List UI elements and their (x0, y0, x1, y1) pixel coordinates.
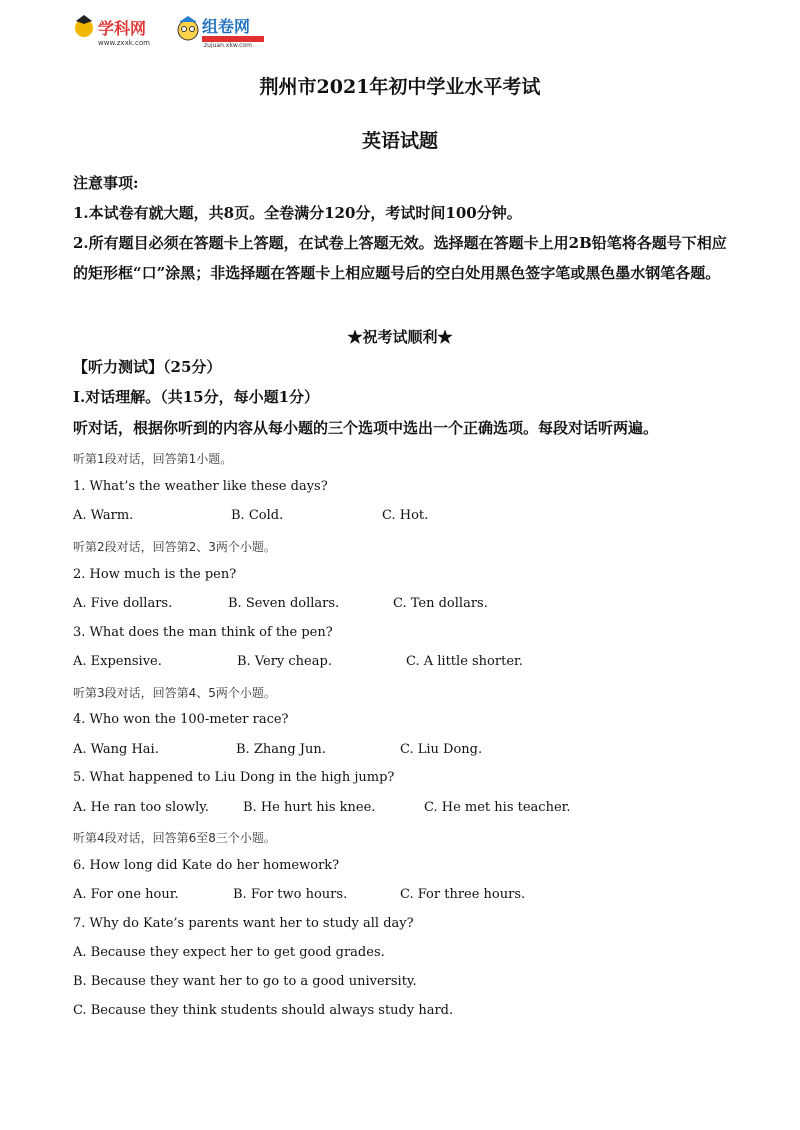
dialog-intro: 听第4段对话，回答第6至8三个小题。 (73, 831, 276, 845)
exam-title: 荆州市2021年初中学业水平考试 (259, 76, 541, 98)
section-part1: Ⅰ.对话理解。（共15分，每小题1分） (73, 388, 320, 406)
notice-heading: 注意事项: (73, 174, 139, 192)
option-a: A. Warm. (73, 508, 134, 523)
option-c: C. Because they think students should always study hard. (73, 1003, 454, 1018)
section-listening: 【听力测试】（25分） (73, 358, 222, 376)
option-c: C. Liu Dong. (400, 742, 483, 757)
option-a: A. Wang Hai. (73, 742, 159, 757)
zxxk-logo (72, 12, 172, 48)
svg-text:组卷网: 组卷网 (202, 17, 251, 36)
question-text: 3. What does the man think of the pen? (73, 625, 333, 640)
section-instructions: 听对话，根据你听到的内容从每小题的三个选项中选出一个正确选项。每段对话听两遍。 (73, 419, 659, 437)
question-text: 2. How much is the pen? (73, 567, 237, 582)
header-logos (72, 10, 312, 50)
dialog-intro: 听第3段对话，回答第4、5两个小题。 (73, 686, 276, 700)
svg-text:www.zxxk.com: www.zxxk.com (98, 39, 150, 47)
option-a: A. Because they expect her to get good grades. (73, 945, 385, 960)
wish-line: ★祝考试顺利★ (347, 328, 453, 346)
question-text: 5. What happened to Liu Dong in the high jump? (73, 770, 395, 785)
question-text: 6. How long did Kate do her homework? (73, 858, 340, 873)
option-c: C. Hot. (382, 508, 429, 523)
dialog-intro: 听第1段对话，回答第1小题。 (73, 452, 233, 466)
notice-item-2: 2.所有题目必须在答题卡上答题，在试卷上答题无效。选择题在答题卡上用2B铅笔将各题号下相应的矩形框“口”涂黑；非选择题在答题卡上相应题号后的空白处用黑色签字笔或黑色墨水钢笔各题。 (73, 234, 727, 282)
option-b: B. For two hours. (233, 887, 348, 902)
option-b: B. Cold. (231, 508, 284, 523)
option-c: C. Ten dollars. (393, 596, 488, 611)
question-text: 1. What’s the weather like these days? (73, 479, 328, 494)
option-b: B. Zhang Jun. (236, 742, 326, 757)
dialog-intro: 听第2段对话，回答第2、3两个小题。 (73, 540, 276, 554)
option-a: A. For one hour. (73, 887, 179, 902)
option-b: B. Because they want her to go to a good university. (73, 974, 417, 989)
svg-text:zujuan.xkw.com: zujuan.xkw.com (204, 42, 252, 48)
svg-text:学科网: 学科网 (98, 19, 147, 38)
option-c: C. For three hours. (400, 887, 526, 902)
option-b: B. He hurt his knee. (243, 800, 376, 815)
exam-subtitle: 英语试题 (361, 130, 438, 152)
notice-item-1: 1.本试卷有就大题，共8页。全卷满分120分，考试时间100分钟。 (73, 204, 522, 222)
question-text: 7. Why do Kate’s parents want her to study all day? (73, 916, 414, 931)
zujuan-logo (176, 12, 276, 48)
question-text: 4. Who won the 100-meter race? (73, 712, 289, 727)
option-a: A. He ran too slowly. (73, 800, 209, 815)
option-c: C. He met his teacher. (424, 800, 571, 815)
option-a: A. Five dollars. (73, 596, 173, 611)
option-b: B. Seven dollars. (228, 596, 340, 611)
option-c: C. A little shorter. (406, 654, 523, 669)
option-b: B. Very cheap. (237, 654, 332, 669)
option-a: A. Expensive. (73, 654, 162, 669)
